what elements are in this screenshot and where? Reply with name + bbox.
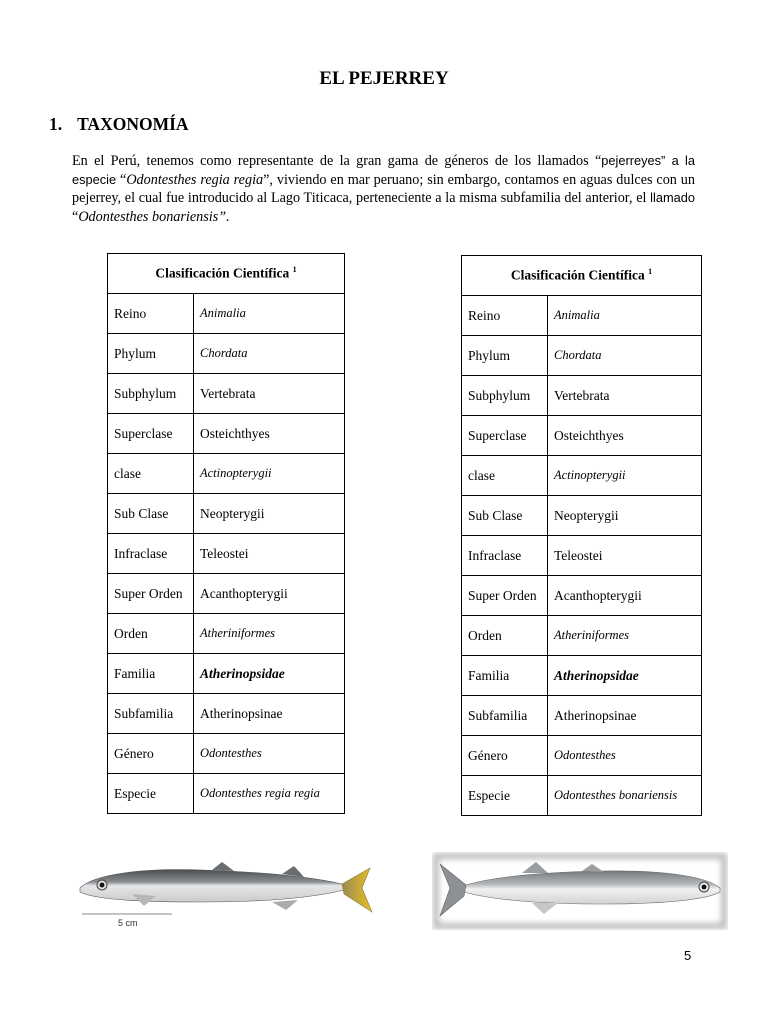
row-value: Vertebrata bbox=[548, 376, 702, 416]
table-row bbox=[108, 574, 345, 614]
row-value: Atherinopsinae bbox=[194, 694, 345, 734]
row-value: Atherinopsidae bbox=[548, 656, 702, 696]
classification-table-left bbox=[107, 253, 345, 814]
row-value: Acanthopterygii bbox=[194, 574, 345, 614]
table-row bbox=[108, 494, 345, 534]
row-value: Atheriniformes bbox=[194, 614, 345, 654]
row-value: Animalia bbox=[548, 296, 702, 336]
row-label: Especie bbox=[462, 776, 548, 816]
table-row bbox=[462, 656, 702, 696]
paragraph-text: ”. bbox=[218, 208, 230, 225]
paragraph-text: “ bbox=[116, 171, 127, 188]
row-label: Orden bbox=[108, 614, 194, 654]
table-row bbox=[108, 414, 345, 454]
table-row bbox=[108, 374, 345, 414]
row-value: Odontesthes bbox=[194, 734, 345, 774]
row-value: Vertebrata bbox=[194, 374, 345, 414]
page-title: EL PEJERREY bbox=[319, 68, 449, 89]
row-value: Osteichthyes bbox=[548, 416, 702, 456]
row-label: Superclase bbox=[462, 416, 548, 456]
paragraph-text: pejerreyes” a la especie bbox=[72, 153, 696, 187]
table-row bbox=[462, 616, 702, 656]
row-value: Acanthopterygii bbox=[548, 576, 702, 616]
row-label: Familia bbox=[108, 654, 194, 694]
section-number: 1. bbox=[49, 114, 63, 134]
paragraph-text: ”, viviendo en mar peruano; sin embargo, contamos en aguas dulces con un pejerrey, el cual fue introducido al Lago Titicaca, perteneciente a la misma subfamilia del anterior, el bbox=[72, 171, 695, 206]
row-label: Phylum bbox=[462, 336, 548, 376]
table-header: Clasificación Científica $^1$ bbox=[462, 256, 702, 296]
row-label: Subfamilia bbox=[462, 696, 548, 736]
row-label: Reino bbox=[108, 294, 194, 334]
row-value: Animalia bbox=[194, 294, 345, 334]
table-row bbox=[462, 736, 702, 776]
row-label: Género bbox=[462, 736, 548, 776]
table-row bbox=[108, 694, 345, 734]
row-label: Reino bbox=[462, 296, 548, 336]
table-row bbox=[462, 576, 702, 616]
row-label: Phylum bbox=[108, 334, 194, 374]
table-row bbox=[108, 534, 345, 574]
row-label: Infraclase bbox=[108, 534, 194, 574]
row-value: Atherinopsidae bbox=[194, 654, 345, 694]
species-name: Odontesthes regia regia bbox=[126, 171, 264, 188]
row-label: Género bbox=[108, 734, 194, 774]
scale-label: 5 cm bbox=[118, 918, 138, 928]
paragraph-text: “ bbox=[72, 208, 79, 225]
row-label: Sub Clase bbox=[108, 494, 194, 534]
table-row bbox=[462, 416, 702, 456]
row-value: Atherinopsinae bbox=[548, 696, 702, 736]
species-name: Odontesthes bonariensis bbox=[78, 208, 219, 225]
row-label: Familia bbox=[462, 656, 548, 696]
row-label: Super Orden bbox=[108, 574, 194, 614]
row-label: clase bbox=[462, 456, 548, 496]
row-value: Teleostei bbox=[548, 536, 702, 576]
fish-image-bonariensis bbox=[432, 852, 728, 930]
row-label: Sub Clase bbox=[462, 496, 548, 536]
classification-table-right bbox=[461, 255, 702, 816]
table-row bbox=[462, 296, 702, 336]
table-row bbox=[108, 614, 345, 654]
row-value: Odontesthes bbox=[548, 736, 702, 776]
row-value: Chordata bbox=[548, 336, 702, 376]
paragraph-text: llamado bbox=[650, 190, 695, 205]
row-value: Actinopterygii bbox=[548, 456, 702, 496]
row-value: Odontesthes bonariensis bbox=[548, 776, 702, 816]
table-row bbox=[108, 774, 345, 814]
table-row bbox=[108, 294, 345, 334]
page-number: 5 bbox=[684, 948, 692, 963]
table-row bbox=[462, 536, 702, 576]
table-row bbox=[462, 696, 702, 736]
row-label: Orden bbox=[462, 616, 548, 656]
row-value: Neopterygii bbox=[548, 496, 702, 536]
row-label: Infraclase bbox=[462, 536, 548, 576]
row-label: Superclase bbox=[108, 414, 194, 454]
row-value: Atheriniformes bbox=[548, 616, 702, 656]
table-row bbox=[108, 454, 345, 494]
table-row bbox=[462, 376, 702, 416]
intro-paragraph bbox=[72, 152, 695, 226]
table-row bbox=[108, 654, 345, 694]
table-row bbox=[108, 734, 345, 774]
row-value: Odontesthes regia regia bbox=[194, 774, 345, 814]
row-label: Subphylum bbox=[462, 376, 548, 416]
row-value: Chordata bbox=[194, 334, 345, 374]
table-row bbox=[462, 776, 702, 816]
section-heading bbox=[49, 114, 189, 135]
row-value: Actinopterygii bbox=[194, 454, 345, 494]
table-row bbox=[108, 334, 345, 374]
row-label: Especie bbox=[108, 774, 194, 814]
row-label: Subfamilia bbox=[108, 694, 194, 734]
table-row bbox=[462, 456, 702, 496]
row-label: Super Orden bbox=[462, 576, 548, 616]
fish-image-regia bbox=[72, 850, 384, 930]
section-title: TAXONOMÍA bbox=[77, 114, 189, 134]
row-value: Osteichthyes bbox=[194, 414, 345, 454]
table-header: Clasificación Científica $^1$ bbox=[108, 254, 345, 294]
table-row bbox=[462, 496, 702, 536]
table-row bbox=[462, 336, 702, 376]
paragraph-text: En el Perú, tenemos como representante de la gran gama de géneros de los llamados “ bbox=[72, 153, 602, 169]
row-value: Neopterygii bbox=[194, 494, 345, 534]
row-value: Teleostei bbox=[194, 534, 345, 574]
row-label: Subphylum bbox=[108, 374, 194, 414]
row-label: clase bbox=[108, 454, 194, 494]
